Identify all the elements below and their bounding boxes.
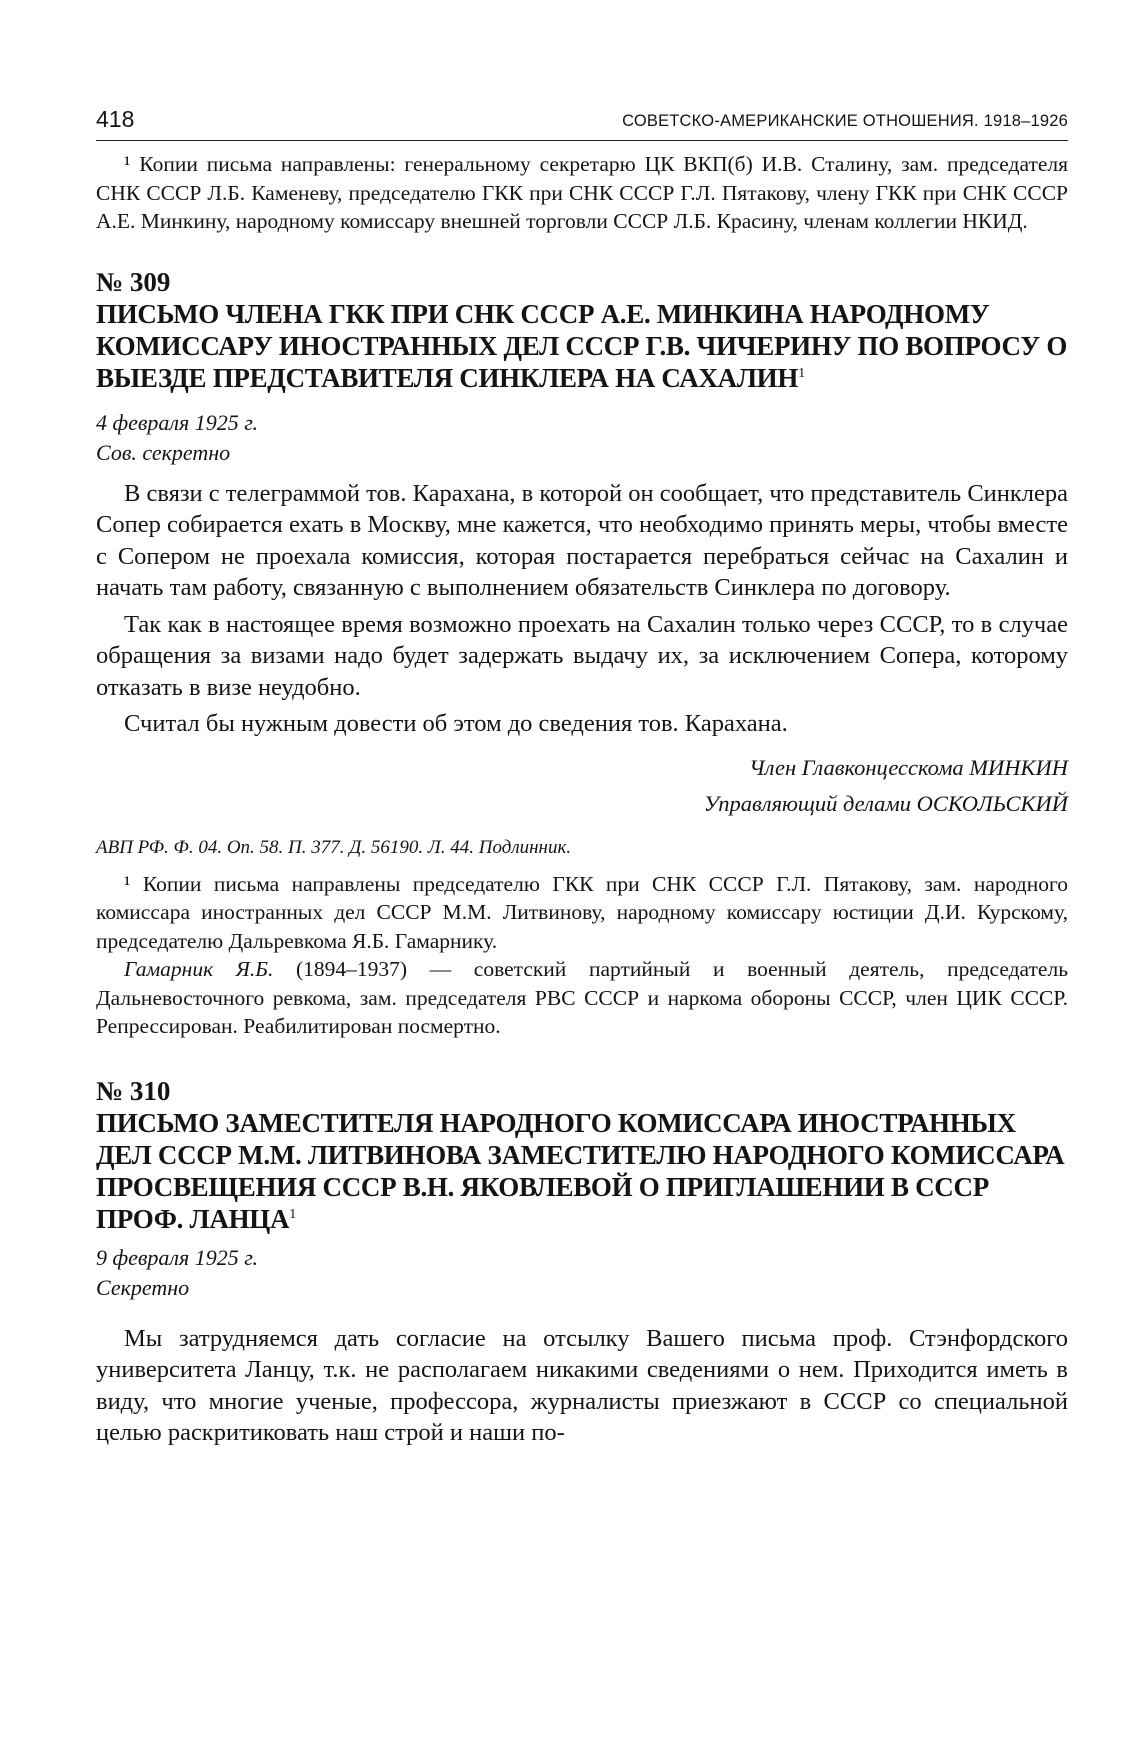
doc-309-footnote-gamarnik — [96, 955, 1068, 1041]
page-content — [96, 150, 1068, 1449]
doc-309-number: № 309 — [96, 266, 171, 297]
top-footnote: ¹ Копии письма направлены: генеральному секретарю ЦК ВКП(б) И.В. Сталину, зам. председателя СНК СССР Л.Б. Каменеву, председателю ГКК при СНК СССР Г.Л. Пятакову, члену ГКК при СНК СССР А.Е. Минкину, народному комиссару внешней торговли СССР Л.Б. Красину, членам коллегии НКИД. — [96, 152, 1068, 233]
doc-309-signature-minkin: Член Главконцесскома МИНКИН — [749, 754, 1068, 780]
doc-309-footnote: ¹ Копии письма направлены председателю ГКК при СНК СССР Г.Л. Пятакову, зам. народного комиссара иностранных дел СССР М.М. Литвинову, народному комиссару юстиции Д.И. Курскому, председателю Дальревкома Я.Б. Гамарнику. — [96, 871, 1068, 953]
doc-309-title-text: ПИСЬМО ЧЛЕНА ГКК ПРИ СНК СССР А.Е. МИНКИНА НАРОДНОМУ КОМИССАРУ ИНОСТРАННЫХ ДЕЛ СССР Г.В. ЧИЧЕРИНУ ПО ВОПРОСУ О ВЫЕЗДЕ ПРЕДСТАВИТЕЛЯ СИНКЛЕРА НА САХАЛИН — [96, 298, 1068, 393]
doc-309-classification: Сов. секретно — [96, 439, 231, 465]
doc-310-title — [96, 1107, 1068, 1235]
doc-309-paragraph: Так как в настоящее время возможно проехать на Сахалин только через СССР, то в случае обращения за визами надо будет задержать выдачу их, за исключением Сопера, которому отказать в визе неудобно. — [96, 610, 1068, 701]
doc-309-title — [96, 298, 1068, 394]
doc-309-title-footnote-mark: 1 — [798, 365, 805, 381]
doc-310-title-footnote-mark: 1 — [289, 1206, 296, 1222]
gamarnik-name: Гамарник Я.Б. — [124, 957, 274, 981]
doc-310-classification: Секретно — [96, 1274, 190, 1300]
document-310 — [96, 1075, 1068, 1449]
doc-310-paragraph: Мы затрудняемся дать согласие на отсылку Вашего письма проф. Стэнфордского университета Ланцу, т.к. не располагаем никакими сведениями о нем. Приходится иметь в виду, что многие ученые, профессора, журналисты приезжают в СССР со специальной целью раскритиковать наш строй и наши по- — [96, 1324, 1068, 1446]
page-header — [96, 106, 1068, 141]
doc-309-paragraph: Считал бы нужным довести об этом до сведения тов. Карахана. — [124, 710, 788, 737]
running-title: СОВЕТСКО-АМЕРИКАНСКИЕ ОТНОШЕНИЯ. 1918–1926 — [622, 112, 1068, 130]
doc-309-date: 4 февраля 1925 г. — [96, 409, 259, 435]
page-number: 418 — [96, 106, 135, 132]
doc-309-signature-oskolsky: Управляющий делами ОСКОЛЬСКИЙ — [703, 790, 1068, 816]
doc-309-paragraph: В связи с телеграммой тов. Карахана, в которой он сообщает, что представитель Синклера Сопер собирается ехать в Москву, мне кажется, что необходимо принять меры, чтобы вместе с Сопером не проехала комиссия, которая постарается перебраться сейчас на Сахалин и начать там работу, связанную с выполнением обязательств Синклера по договору. — [96, 479, 1069, 601]
doc-310-number: № 310 — [96, 1075, 171, 1106]
doc-309-body — [96, 478, 1068, 740]
gamarnik-bio: (1894–1937) — советский партийный и военный деятель, председатель Дальневосточного ревкома, зам. председателя РВС СССР и наркома обороны СССР, член ЦИК СССР. Репрессирован. Реабилитирован посмертно. — [96, 957, 1069, 1038]
document-309 — [96, 266, 1068, 1041]
doc-309-archive-reference: АВП РФ. Ф. 04. Оп. 58. П. 377. Д. 56190. Л. 44. Подлинник. — [96, 836, 572, 858]
doc-310-date: 9 февраля 1925 г. — [96, 1244, 259, 1270]
doc-310-title-text: ПИСЬМО ЗАМЕСТИТЕЛЯ НАРОДНОГО КОМИССАРА ИНОСТРАННЫХ ДЕЛ СССР М.М. ЛИТВИНОВА ЗАМЕСТИТЕЛЮ НАРОДНОГО КОМИССАРА ПРОСВЕЩЕНИЯ СССР В.Н. ЯКОВЛЕВОЙ О ПРИГЛАШЕНИИ В СССР ПРОФ. ЛАНЦА — [96, 1107, 1065, 1234]
